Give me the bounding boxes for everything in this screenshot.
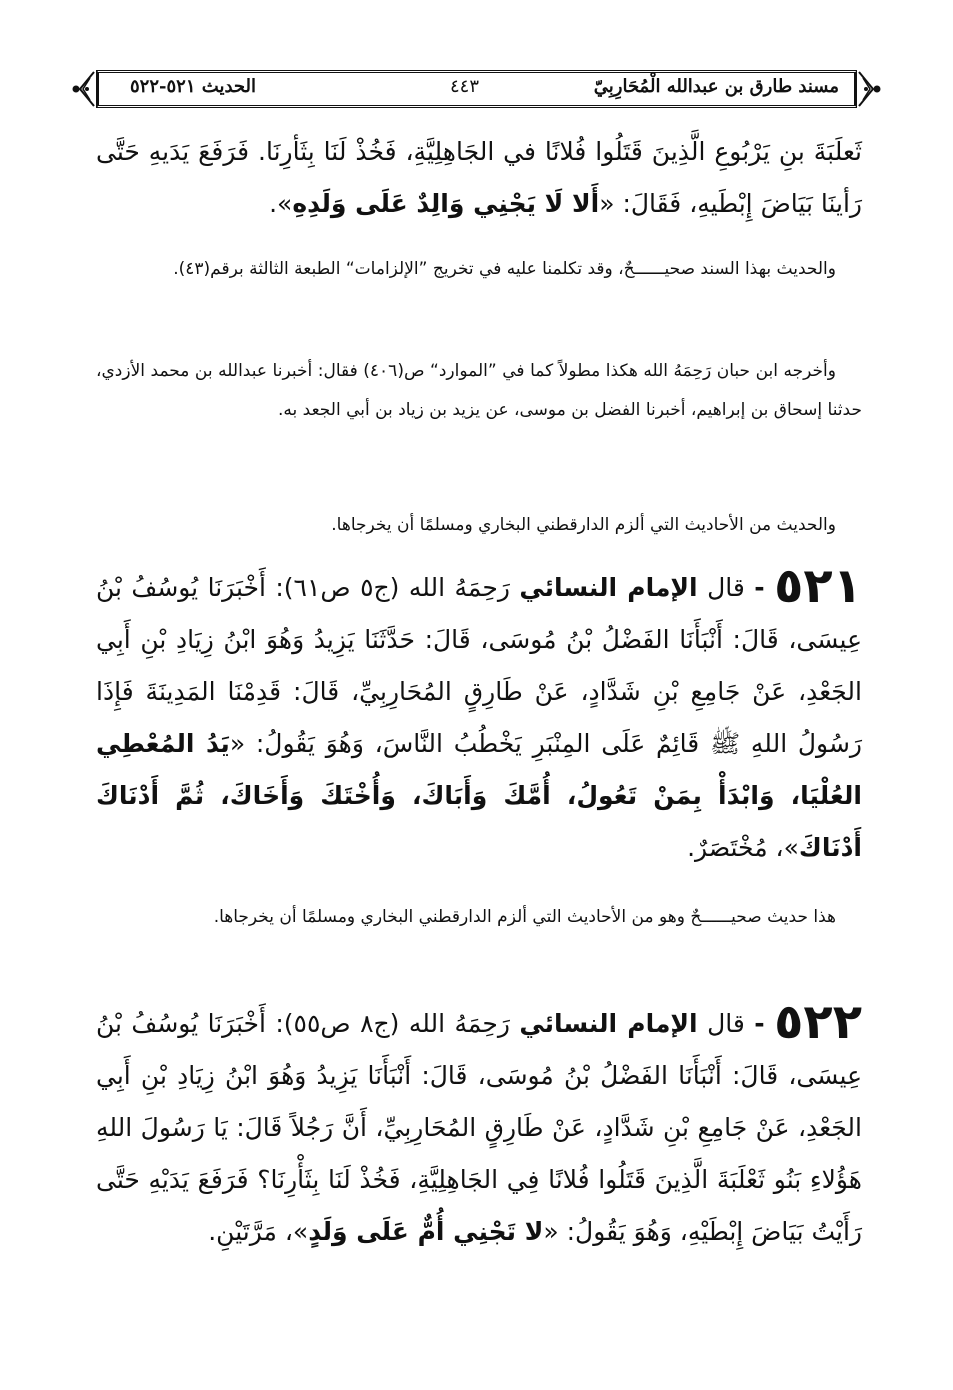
hadith-text-end: »، مُخْتَصَرٌ. [687, 833, 799, 862]
intro-word: قال [707, 573, 745, 602]
commentary-text: هذا حديث صحيــــــحٌ وهو من الأحاديث التي ألزم الدارقطني البخاري ومسلمًا أن يخرجاها. [213, 907, 836, 927]
imam-name: الإمام النسائي [519, 573, 698, 602]
prophetic-quote: يَدُ المُعْطِي العُلْيَا، وَابْدَأْ بِمَنْ تَعُولُ، أُمَّكَ وَأَبَاكَ، وَأُخْتَكَ وَأَخَاكَ، ثُمَّ أَدْنَاكَ أَدْنَاكَ [96, 729, 862, 862]
hadith-text: رَحِمَهُ الله (ج٥ ص٦١): أَخْبَرَنَا يُوسُفُ بْنُ عِيسَى، قَالَ: أَنْبَأَنَا الفَضْلُ بْنُ مُوسَى، قَالَ: حَدَّثَنَا يَزِيدُ وَهُوَ ابْنُ زِيَادِ بْنِ أَبِي الجَعْدِ، عَنْ جَامِعِ بْنِ شَدَّادٍ، عَنْ طَارِقٍ المُحَارِبِيِّ، قَالَ: قَدِمْنَا المَدِينَةَ فَإِذَا رَسُولُ اللهِ ﷺ قَائِمٌ عَلَى المِنْبَرِ يَخْطُبُ النَّاسَ، وَهُوَ يَقُولُ: « [96, 573, 862, 758]
running-header [70, 66, 883, 112]
commentary-text: وأخرجه ابن حبان رَحِمَهُ الله هكذا مطولاً كما في ”الموارد“ ص(٤٠٦) فقال: أخبرنا عبدالله بن محمد الأزدي، حدثنا إسحاق بن إبراهيم، أخبرنا الفضل بن موسى، عن يزيد بن زياد بن أبي الجعد به. [96, 361, 862, 420]
hadith-text: رَحِمَهُ الله (ج٨ ص٥٥): أَخْبَرَنَا يُوسُفُ بْنُ عِيسَى، قَالَ: أَنْبَأَنَا الفَضْلُ بْنُ مُوسَى، قَالَ: أَنْبَأَنَا يَزِيدُ وَهُوَ ابْنُ زِيَادِ بْنِ أَبِي الجَعْدِ، عَنْ جَامِعِ بْنِ شَدَّادٍ، عَنْ طَارِقٍ المُحَارِبِيِّ، أَنَّ رَجُلاً قَالَ: يَا رَسُولَ اللهِ هَؤُلاءِ بَنُو ثَعْلَبَةَ الَّذِينَ قَتَلُوا فُلانًا فِي الجَاهِلِيَّةِ، فَخُذْ لَنَا بِثَأْرِنَا؟ فَرَفَعَ يَدَيْهِ حَتَّى رَأَيْتُ بَيَاضَ إِبْطَيْهِ، وَهُوَ يَقُولُ: « [96, 1009, 862, 1246]
ornament-icon [857, 70, 883, 108]
hadith-range: الحديث ٥٢١-٥٢٢ [130, 76, 257, 97]
commentary-paragraph [96, 898, 862, 937]
hadith-text-end: »، مَرَّتَيْنِ. [208, 1217, 309, 1246]
book-section-title: مسند طارق بن عبدالله الْمُحَارِبِيّ [593, 76, 839, 97]
ornament-icon [70, 70, 96, 108]
page-number: ٤٤٣ [450, 76, 480, 97]
hadith-text: ثَعلَبَةَ بنِ يَرْبُوعِ الَّذِينَ قَتَلُوا فُلانًا في الجَاهِلِيَّةِ، فَخُذْ لَنَا بِثَأرِنَا. فَرَفَعَ يَدَيهِ حَتَّى رَأينَا بَيَاضَ إِبْطَيهِ، فَقَالَ: « [96, 137, 862, 218]
hadith-number: ٥٢٢ [774, 994, 862, 1050]
commentary-text: والحديث بهذا السند صحيــــــحٌ، وقد تكلمنا عليه في تخريج ”الإلزامات“ الطبعة الثالثة برقم(٤٣). [173, 259, 836, 279]
hadith-dash: - [754, 1009, 765, 1038]
prophetic-quote: أَلا لَا يَجْنِي وَالِدٌ عَلَى وَلَدِهِ [292, 189, 600, 218]
prophetic-quote: لا تَجْنِي أُمٌّ عَلَى وَلَدٍ [308, 1217, 544, 1246]
commentary-paragraph [96, 250, 862, 289]
intro-word: قال [707, 1009, 745, 1038]
hadith-continuation [96, 126, 862, 230]
commentary-text: والحديث من الأحاديث التي ألزم الدارقطني البخاري ومسلمًا أن يخرجاها. [331, 515, 836, 535]
hadith-522 [96, 996, 862, 1258]
hadith-521 [96, 560, 862, 874]
commentary-paragraph [96, 506, 862, 545]
imam-name: الإمام النسائي [519, 1009, 698, 1038]
hadith-number: ٥٢١ [774, 558, 862, 614]
hadith-text-end: ». [269, 189, 293, 218]
commentary-paragraph [96, 352, 862, 430]
hadith-dash: - [754, 573, 765, 602]
